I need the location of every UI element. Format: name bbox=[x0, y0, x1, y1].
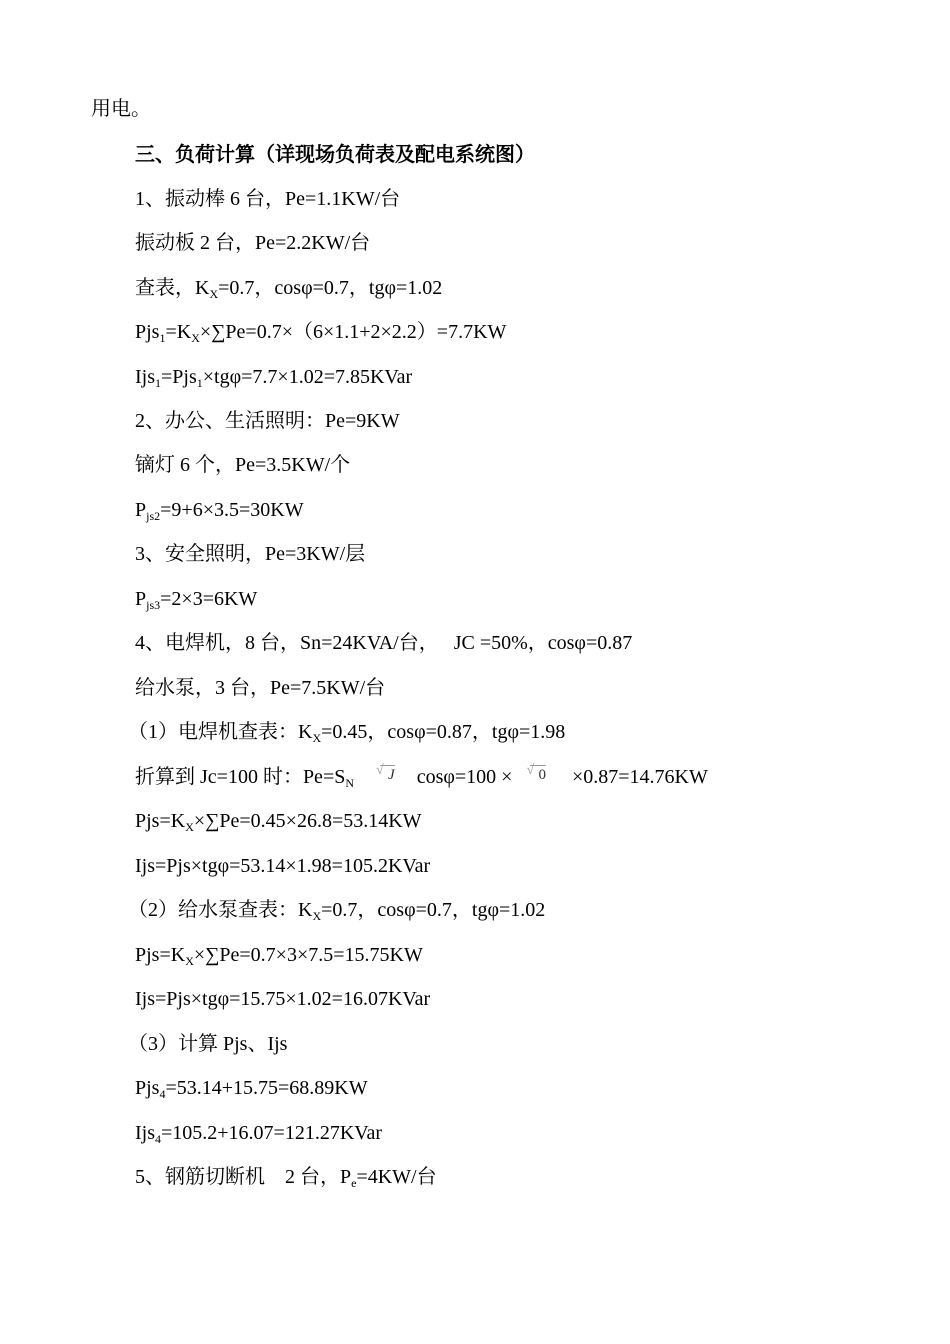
text-line: 振动板 2 台，Pe=2.2KW/台 bbox=[135, 232, 371, 254]
text-line: Ijs=Pjs×tgφ=15.75×1.02=16.07KVar bbox=[135, 988, 431, 1010]
text-line: 3、安全照明，Pe=3KW/层 bbox=[135, 543, 366, 565]
formula-line: 5、钢筋切断机 2 台，$P_e=4KW/$台 bbox=[135, 1166, 437, 1190]
formula-line: Ijs$_1$=Pjs$_1$×tgφ=7.7×1.02=7.85KVar bbox=[135, 366, 413, 390]
formula-line: $Pjs_1=K_X\times\sum Pe=0.7\times(6\times 1.1+2\times 2.2)=7.7KW$ bbox=[135, 321, 507, 345]
text-line: Ijs=Pjs×tgφ=53.14×1.98=105.2KVar bbox=[135, 855, 431, 877]
formula-line: $P_{js2}=9+6\times 3.5=30KW$ bbox=[135, 499, 304, 523]
formula-line: $P_{js3}=2\times 3=6KW$ bbox=[135, 588, 258, 612]
text-line: （3）计算 Pjs、Ijs bbox=[128, 1033, 288, 1055]
formula-line: （2）给水泵查表：$K_X=0.7$，cosφ=0.7，tgφ=1.02 bbox=[128, 899, 546, 923]
text-line: 给水泵，3 台，Pe=7.5KW/台 bbox=[135, 677, 386, 699]
formula-line: $Pjs=K_X\times\sum Pe=0.7\times 3\times 7.5=15.75KW$ bbox=[135, 944, 423, 968]
text-line: 1、振动棒 6 台，Pe=1.1KW/台 bbox=[135, 188, 401, 210]
formula-line: （1）电焊机查表：$K_X=0.45$，cosφ=0.87，tgφ=1.98 bbox=[128, 721, 566, 745]
text-line: 2、办公、生活照明：Pe=9KW bbox=[135, 410, 400, 432]
text-line: 4、电焊机，8 台，Sn=24KVA/台， JC =50%，cosφ=0.87 bbox=[135, 632, 633, 654]
section-heading: 三、负荷计算（详现场负荷表及配电系统图） bbox=[135, 144, 535, 166]
sqrt-radical: √ 0 bbox=[530, 765, 546, 784]
formula-line: $Pjs=K_X\times\sum Pe=0.45\times 26.8=53.14KW$ bbox=[135, 810, 422, 834]
text-line: 用电。 bbox=[91, 98, 151, 120]
sqrt-radical: √ J bbox=[380, 765, 395, 784]
formula-line: 折算到 Jc=100 时：$Pe=S_N√$ J cosφ=100 ×√ 0 ×0.87=14.76KW bbox=[135, 764, 708, 790]
formula-line: Pjs$_4$=53.14+15.75=68.89KW bbox=[135, 1077, 368, 1101]
formula-line: Ijs$_4$=105.2+16.07=121.27KVar bbox=[135, 1122, 383, 1146]
text-line: 镝灯 6 个，Pe=3.5KW/个 bbox=[135, 454, 351, 476]
formula-line: 查表，$K_X=0.7$，cosφ=0.7，tgφ=1.02 bbox=[135, 277, 443, 301]
